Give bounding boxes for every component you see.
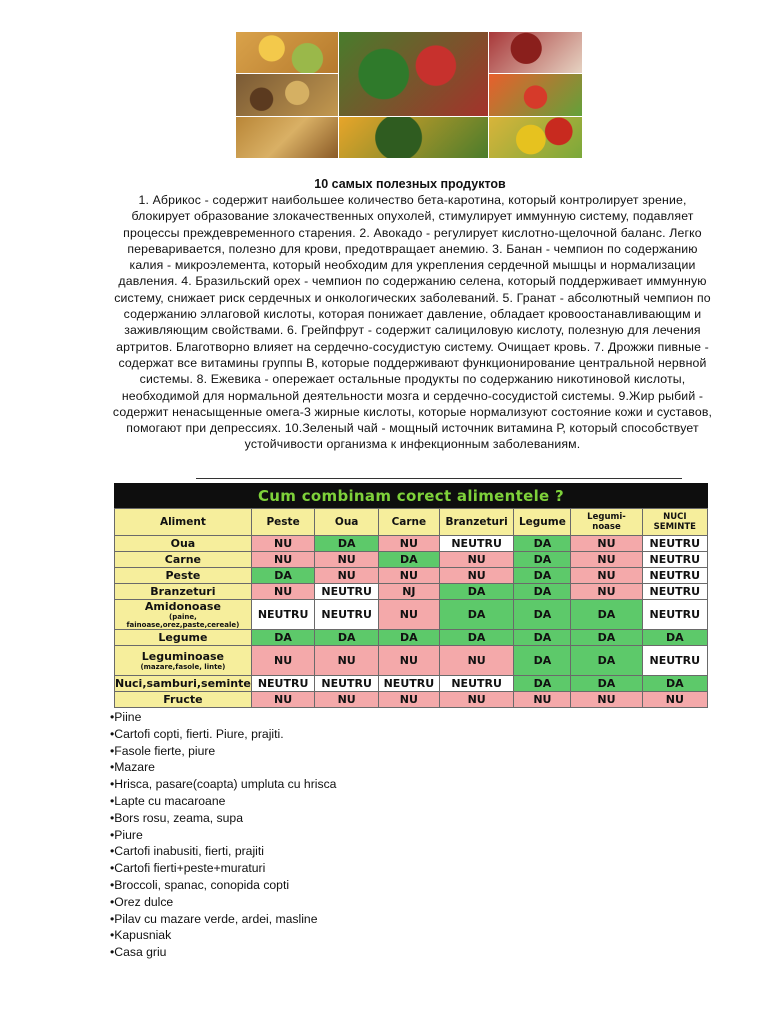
row-label	[115, 646, 252, 676]
table-title: Cum combinam corect alimentele ?	[114, 483, 708, 508]
table-cell: NEUTRU	[642, 600, 707, 630]
table-cell: NU	[571, 536, 642, 552]
list-item: •Piine	[110, 710, 142, 724]
row-label	[115, 568, 252, 584]
list-item: •Casa griu	[110, 945, 167, 960]
row-label-text: Branzeturi	[150, 585, 216, 598]
header-leguminoase-line2: noase	[592, 522, 621, 532]
collage-tile-grains	[236, 74, 338, 115]
table-cell: NEUTRU	[642, 584, 707, 600]
table-cell: NU	[571, 568, 642, 584]
table-cell: DA	[514, 552, 571, 568]
table-cell: DA	[439, 584, 514, 600]
table-cell: NEUTRU	[315, 600, 379, 630]
collage-tile-vegetables	[339, 32, 488, 116]
table-cell: NU	[439, 568, 514, 584]
table-cell: NU	[571, 692, 642, 708]
table-cell: NU	[315, 692, 379, 708]
divider-line	[196, 478, 682, 479]
row-label-text: Legume	[158, 631, 208, 644]
table-cell: NU	[315, 646, 379, 676]
collage-tile-meat	[489, 32, 582, 73]
table-cell: NU	[315, 568, 379, 584]
table-cell: NU	[251, 536, 315, 552]
table-cell: NU	[439, 646, 514, 676]
row-label-text: Oua	[170, 537, 196, 550]
table-cell: DA	[571, 676, 642, 692]
table-cell: NU	[378, 692, 439, 708]
list-item: •Kapusniak	[110, 928, 172, 943]
header-nuci	[642, 509, 707, 536]
table-cell: NU	[251, 646, 315, 676]
table-cell: DA	[514, 646, 571, 676]
list-item: •Lapte cu macaroane	[110, 793, 226, 808]
table-cell: DA	[642, 676, 707, 692]
food-combination-table	[114, 483, 708, 706]
table-row	[115, 630, 708, 646]
table-cell: NU	[439, 552, 514, 568]
table-cell: DA	[315, 630, 379, 646]
table-cell: NU	[378, 568, 439, 584]
table-cell: DA	[439, 630, 514, 646]
table-cell: DA	[514, 600, 571, 630]
table-cell: NU	[378, 600, 439, 630]
table-cell: DA	[514, 568, 571, 584]
row-label	[115, 536, 252, 552]
header-nuci-line1: NUCI	[663, 512, 687, 522]
row-label-text: Nuci,samburi,seminte	[115, 677, 251, 690]
collage-tile-fruit	[489, 74, 582, 115]
row-label	[115, 692, 252, 708]
food-collage-image	[236, 32, 582, 158]
row-label-sub: (paine, fainoase,orez,paste,cereale)	[126, 613, 240, 629]
table-cell: NU	[514, 692, 571, 708]
header-legume: Legume	[514, 509, 571, 536]
table-cell: NU	[571, 584, 642, 600]
table-cell: NEUTRU	[642, 646, 707, 676]
table-row	[115, 552, 708, 568]
header-aliment: Aliment	[115, 509, 252, 536]
table-cell: DA	[571, 646, 642, 676]
row-label	[115, 600, 252, 630]
list-item: •Cartofi copti, fierti. Piure, prajiti.	[110, 726, 284, 741]
table-cell: NEUTRU	[251, 676, 315, 692]
list-item: •Orez dulce	[110, 894, 174, 909]
header-oua: Oua	[315, 509, 379, 536]
header-carne: Carne	[378, 509, 439, 536]
table-cell: DA	[642, 630, 707, 646]
table-row	[115, 584, 708, 600]
table-cell: NU	[251, 584, 315, 600]
table-cell: NU	[378, 536, 439, 552]
table-row	[115, 600, 708, 630]
table-cell: DA	[514, 536, 571, 552]
table-cell: DA	[378, 552, 439, 568]
table-cell: NEUTRU	[642, 536, 707, 552]
table-cell: DA	[315, 536, 379, 552]
row-label-sub: (mazare,fasole, linte)	[140, 663, 226, 671]
combination-grid	[114, 508, 708, 708]
list-item: •Hrisca, pasare(coapta) umpluta cu hrisca	[110, 777, 337, 792]
list-item: •Pilav cu mazare verde, ardei, masline	[110, 911, 318, 926]
table-cell: NU	[642, 692, 707, 708]
table-cell: DA	[251, 630, 315, 646]
list-item: •Fasole fierte, piure	[110, 743, 216, 758]
table-cell: DA	[514, 676, 571, 692]
list-item: •Bors rosu, zeama, supa	[110, 810, 243, 825]
table-row	[115, 536, 708, 552]
row-label	[115, 630, 252, 646]
table-row	[115, 568, 708, 584]
table-cell: DA	[514, 630, 571, 646]
row-label-text: Peste	[165, 569, 201, 582]
table-row	[115, 692, 708, 708]
table-cell: NU	[571, 552, 642, 568]
collage-tile-melon	[236, 32, 338, 73]
row-label-text: Leguminoase	[141, 650, 225, 663]
table-cell: NEUTRU	[315, 676, 379, 692]
row-label	[115, 676, 252, 692]
table-header-row	[115, 509, 708, 536]
table-cell: DA	[378, 630, 439, 646]
row-label	[115, 552, 252, 568]
table-cell: NEUTRU	[378, 676, 439, 692]
collage-tile-salad	[339, 117, 488, 158]
table-cell: DA	[439, 600, 514, 630]
table-cell: NEUTRU	[642, 568, 707, 584]
row-label-text: Carne	[164, 553, 202, 566]
row-label-text: Fructe	[163, 693, 203, 706]
header-peste: Peste	[251, 509, 315, 536]
article-title: 10 самых полезных продуктов	[314, 177, 506, 191]
collage-tile-fruits	[489, 117, 582, 158]
table-row	[115, 676, 708, 692]
header-branzeturi: Branzeturi	[439, 509, 514, 536]
table-cell: DA	[571, 600, 642, 630]
table-cell: NU	[251, 552, 315, 568]
table-cell: DA	[514, 584, 571, 600]
header-leguminoase-line1: Legumi-	[587, 512, 626, 522]
table-cell: NEUTRU	[642, 552, 707, 568]
row-label	[115, 584, 252, 600]
list-item: •Piure	[110, 827, 143, 842]
list-item: •Mazare	[110, 760, 155, 775]
table-cell: NU	[439, 692, 514, 708]
table-cell: DA	[251, 568, 315, 584]
table-cell: NJ	[378, 584, 439, 600]
list-item: •Broccoli, spanac, conopida copti	[110, 877, 290, 892]
header-nuci-line2: SEMINTE	[653, 522, 696, 532]
food-list	[110, 709, 570, 961]
header-leguminoase	[571, 509, 642, 536]
table-cell: NU	[251, 692, 315, 708]
list-item: •Cartofi inabusiti, fierti, prajiti	[110, 844, 264, 859]
table-cell: NU	[315, 552, 379, 568]
list-item: •Cartofi fierti+peste+muraturi	[110, 861, 266, 876]
row-label-text: Amidonoase	[144, 600, 221, 613]
table-cell: NEUTRU	[439, 676, 514, 692]
table-cell: NU	[378, 646, 439, 676]
article-body: 1. Абрикос - содержит наибольшее количество бета-каротина, который контролирует зрение, блокирует образование злокачественных опухолей, стимулирует иммунную систему, подавляет процессы преждевременного старения. 2. Авокадо - регулирует кислотно-щелочной баланс. Легко переваривается, полезно для крови, предотвращает анемию. 3. Банан - чемпион по содержанию калия - микроэлемента, который необходим для укрепления сердечной мышцы и нормализации давления. 4. Бразильский орех - чемпион по содержанию селена, который поддерживает иммунную систему, снижает риск сердечных и онкологических заболеваний. 5. Гранат - абсолютный чемпион по содержанию эллаговой кислоты, которая понижает давление, обладает кровоостанавливающим и заживляющим свойствами. 6. Грейпфрут - содержит салициловую кислоту, полезную для лечения артритов. Благотворно влияет на сердечно-сосудистую систему. Очищает кровь. 7. Дрожжи пивные - содержат все витамины группы В, которые поддерживают функционирование центральной нервной системы. 8. Ежевика - опережает остальные продукты по содержанию никотиновой кислоты, необходимой для нормальной деятельности мозга и сердечно-сосудистой системы. 9.Жир рыбий - содержит ненасыщенные омега-3 жирные кислоты, которые нормализуют состояние кожи и суставов, помогают при депрессиях. 10.Зеленый чай - мощный источник витамина Р, который способствует устойчивости организма к инфекционным заболеваниям.	[112, 193, 713, 452]
table-cell: DA	[571, 630, 642, 646]
table-cell: NEUTRU	[439, 536, 514, 552]
table-row	[115, 646, 708, 676]
table-cell: NEUTRU	[251, 600, 315, 630]
collage-tile-bread	[236, 117, 338, 158]
table-cell: NEUTRU	[315, 584, 379, 600]
